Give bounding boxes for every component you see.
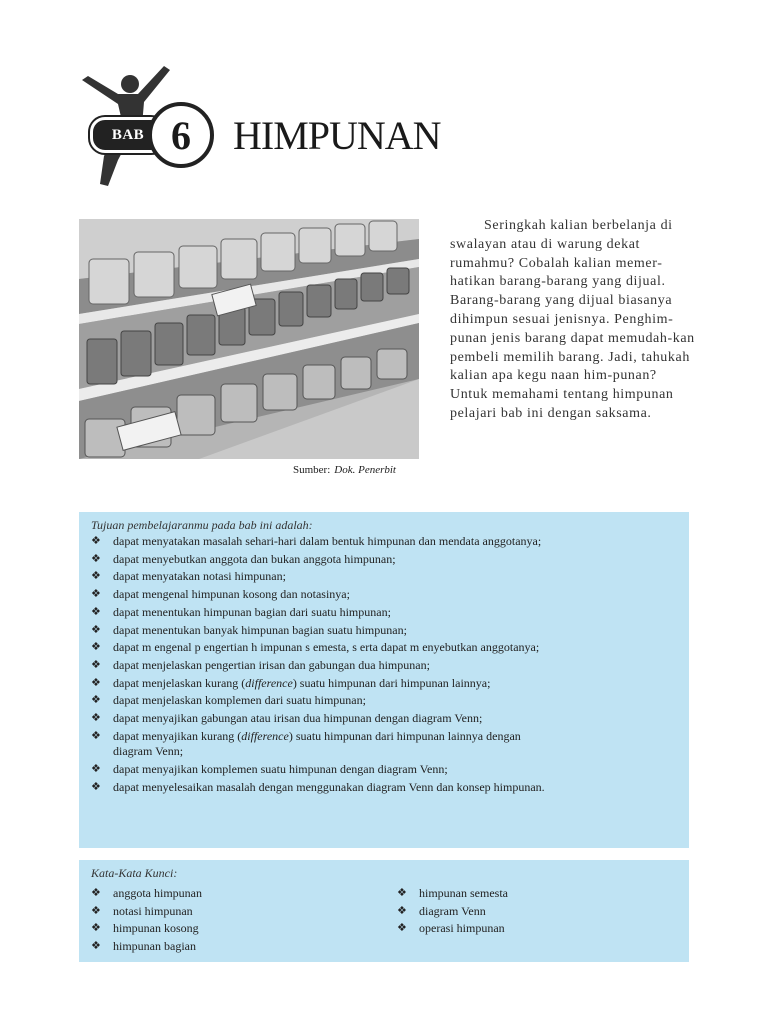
keyword-item: ❖ himpunan bagian [91, 939, 196, 954]
chapter-header [78, 60, 458, 195]
objective-item: ❖ dapat menjelaskan kurang (difference) suatu himpunan dari himpunan lainnya; [91, 675, 491, 690]
objective-item: ❖ dapat menyajikan kurang (difference) suatu himpunan dari himpunan lainnya dengan diagram Venn; [91, 728, 521, 759]
photo-caption [293, 464, 396, 476]
objectives-heading: Tujuan pembelajaranmu pada bab ini adalah: [91, 518, 313, 532]
objective-item: ❖ dapat m engenal p engertian h impunan s emesta, s erta dapat m enyebutkan anggotanya; [91, 640, 540, 655]
diamond-bullet-icon: ❖ [91, 729, 101, 742]
chapter-number-badge [148, 102, 214, 168]
intro-paragraph: Seringkah kalian berbelanja di swalayan atau di warung dekat rumahmu? Cobalah kalian memer-hatikan barang-barang yang dijual. Barang-barang yang dijual biasanya dihimpun sesuai jenisnya. Penghim-punan jenis barang dapat memudah-kan pembeli memilih barang. Jadi, tahukah kalian apa kegu naan him-punan? Untuk memahami tentang himpunan pelajari bab ini dengan saksama. [450, 218, 695, 421]
objective-item: ❖ dapat menyatakan masalah sehari-hari dalam bentuk himpunan dan mendata anggotanya; [91, 534, 542, 548]
diamond-bullet-icon: ❖ [91, 780, 101, 793]
diamond-bullet-icon: ❖ [91, 605, 101, 618]
keyword-item: ❖ operasi himpunan [397, 921, 505, 936]
objective-item: ❖ dapat menyajikan gabungan atau irisan dua himpunan dengan diagram Venn; [91, 711, 483, 726]
keywords-list-left [91, 886, 371, 957]
diamond-bullet-icon: ❖ [91, 570, 101, 583]
diamond-bullet-icon: ❖ [91, 712, 101, 725]
objectives-list [91, 534, 561, 797]
caption-source: Dok. Penerbit [334, 464, 396, 476]
chapter-number: 6 [171, 112, 191, 158]
keyword-item: ❖ himpunan kosong [91, 921, 199, 936]
objective-item: ❖ dapat menyebutkan anggota dan bukan anggota himpunan; [91, 551, 396, 566]
objective-item: ❖ dapat mengenal himpunan kosong dan notasinya; [91, 587, 350, 602]
objective-item: ❖ dapat menjelaskan pengertian irisan dan gabungan dua himpunan; [91, 657, 430, 672]
diamond-bullet-icon: ❖ [91, 676, 101, 689]
diamond-bullet-icon: ❖ [91, 535, 101, 547]
diamond-bullet-icon: ❖ [91, 588, 101, 601]
keywords-list-right [397, 886, 677, 939]
keyword-item: ❖ notasi himpunan [91, 903, 193, 918]
supermarket-shelves-photo [79, 219, 419, 459]
caption-label: Sumber: [293, 464, 331, 476]
objective-item: ❖ dapat menyajikan komplemen suatu himpunan dengan diagram Venn; [91, 761, 448, 776]
diamond-bullet-icon: ❖ [91, 762, 101, 775]
diamond-bullet-icon: ❖ [91, 922, 101, 935]
shelves-illustration [79, 219, 419, 459]
keyword-item: ❖ diagram Venn [397, 903, 486, 918]
diamond-bullet-icon: ❖ [91, 694, 101, 707]
chapter-title: HIMPUNAN [233, 113, 441, 158]
objective-item: ❖ dapat menjelaskan komplemen dari suatu himpunan; [91, 693, 366, 708]
diamond-bullet-icon: ❖ [91, 940, 101, 953]
learning-objectives-box [79, 512, 689, 848]
keyword-item: ❖ anggota himpunan [91, 886, 202, 900]
diamond-bullet-icon: ❖ [91, 641, 101, 654]
keywords-heading: Kata-Kata Kunci: [91, 866, 178, 880]
diamond-bullet-icon: ❖ [91, 552, 101, 565]
diamond-bullet-icon: ❖ [91, 623, 101, 636]
diamond-bullet-icon: ❖ [397, 922, 407, 935]
diamond-bullet-icon: ❖ [91, 658, 101, 671]
bab-text: BAB [111, 126, 145, 143]
objective-item: ❖ dapat menyatakan notasi himpunan; [91, 569, 286, 584]
diamond-bullet-icon: ❖ [397, 904, 407, 917]
diamond-bullet-icon: ❖ [91, 887, 101, 899]
diamond-bullet-icon: ❖ [91, 904, 101, 917]
objective-item: ❖ dapat menentukan banyak himpunan bagian suatu himpunan; [91, 622, 407, 637]
objective-item: ❖ dapat menentukan himpunan bagian dari suatu himpunan; [91, 604, 391, 619]
keywords-box [79, 860, 689, 962]
keyword-item: ❖ himpunan semesta [397, 886, 508, 900]
objective-item: ❖ dapat menyelesaikan masalah dengan menggunakan diagram Venn dan konsep himpunan. [91, 779, 545, 794]
diamond-bullet-icon: ❖ [397, 887, 407, 899]
